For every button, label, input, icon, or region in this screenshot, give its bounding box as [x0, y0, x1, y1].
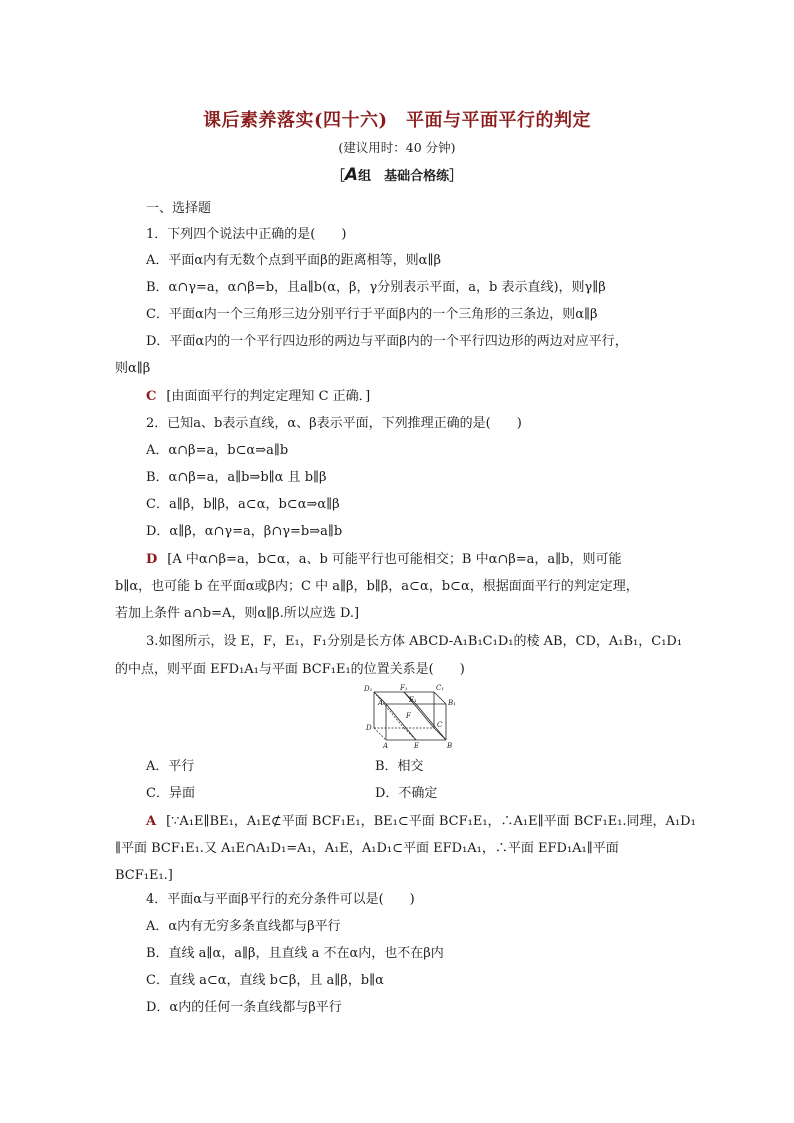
q3-answer-line3: BCF₁E₁.] — [115, 868, 173, 883]
q2-answer-line1 — [146, 551, 622, 569]
q1-option-b: B．α∩γ=a，α∩β=b，且a∥b(α，β，γ分别表示平面，a，b 表示直线)，则γ∥β — [146, 280, 606, 295]
q2-option-d: D．α∥β，α∩γ=a，β∩γ=b⇒a∥b — [146, 524, 343, 539]
q1-option-a: A．平面α内有无数个点到平面β的距离相等，则α∥β — [146, 253, 441, 268]
q3-answer-line1 — [146, 813, 696, 831]
q1-option-c: C．平面α内一个三角形三边分别平行于平面β内的一个三角形的三条边，则α∥β — [146, 307, 598, 322]
section-heading: 一、选择题 — [146, 201, 212, 216]
q3-option-c: C．异面 — [146, 786, 195, 801]
q3-answer-text-1: [∵A₁E∥BE₁，A₁E⊄平面 BCF₁E₁，BE₁⊂平面 BCF₁E₁，∴A₁E∥平面 BCF₁E₁.同理，A₁D₁ — [166, 814, 696, 829]
q4-option-c: C．直线 a⊂α，直线 b⊂β，且 a∥β，b∥α — [146, 973, 384, 988]
q2-answer-line3: 若加上条件 a∩b=A，则α∥β.所以应选 D.] — [115, 606, 360, 621]
q1-option-d-line2: 则α∥β — [115, 361, 151, 376]
label-A1: A₁ — [378, 699, 386, 707]
q3-option-d: D．不确定 — [375, 786, 438, 801]
q1-answer — [146, 388, 370, 406]
time-suggestion: (建议用时：40 分钟) — [338, 140, 456, 155]
q1-stem: 1．下列四个说法中正确的是( ) — [146, 227, 347, 242]
q4-stem: 4．平面α与平面β平行的充分条件可以是( ) — [146, 892, 415, 907]
label-F: F — [406, 712, 411, 720]
q2-option-a: A．α∩β=a，b⊂α⇒a∥b — [146, 443, 289, 458]
group-letter: A — [344, 165, 359, 185]
label-E: E — [414, 742, 420, 750]
label-D1: D₁ — [364, 685, 373, 693]
q3-stem-line1: 3.如图所示，设 E，F，E₁，F₁分别是长方体 ABCD-A₁B₁C₁D₁的棱 AB，CD，A₁B₁，C₁D₁ — [146, 634, 683, 649]
cuboid-figure — [362, 684, 466, 750]
q3-option-a: A．平行 — [146, 759, 195, 774]
page-title: 课后素养落实(四十六) 平面与平面平行的判定 — [202, 110, 592, 131]
q2-answer-letter: D — [146, 552, 158, 567]
group-heading — [0, 165, 794, 185]
label-C: C — [437, 721, 443, 729]
label-B: B — [447, 742, 453, 750]
q1-answer-letter: C — [146, 389, 157, 404]
q4-option-b: B．直线 a∥α，a∥β，且直线 a 不在α内，也不在β内 — [146, 946, 444, 961]
q2-option-c: C．a∥β，b∥β，a⊂α，b⊂α⇒α∥β — [146, 497, 340, 512]
q3-option-b: B．相交 — [375, 759, 424, 774]
label-C1: C₁ — [436, 684, 445, 692]
q4-option-a: A．α内有无穷多条直线都与β平行 — [146, 919, 341, 934]
q2-answer-text-1: [A 中α∩β=a，b⊂α，a、b 可能平行也可能相交；B 中α∩β=a，a∥b，则可能 — [167, 552, 622, 567]
q2-answer-line2: b∥α，也可能 b 在平面α或β内；C 中 a∥β，b∥β，a⊂α，b⊂α，根据面面平行的判定定理， — [115, 579, 639, 594]
label-E1: E₁ — [409, 696, 417, 704]
group-open-bracket: ［ — [331, 169, 345, 184]
q1-option-d-line1: D．平面α内的一个平行四边形的两边与平面β内的一个平行四边形的两边对应平行， — [146, 334, 628, 349]
label-D: D — [366, 724, 372, 732]
group-label: 组 基础合格练］ — [358, 169, 463, 184]
label-A: A — [383, 742, 389, 750]
q2-stem: 2．已知a、b表示直线，α、β表示平面，下列推理正确的是( ) — [146, 416, 522, 431]
q2-option-b: B．α∩β=a，a∥b⇒b∥α 且 b∥β — [146, 470, 327, 485]
q3-answer-letter: A — [146, 814, 157, 829]
label-F1: F₁ — [400, 684, 408, 692]
label-B1: B₁ — [448, 699, 456, 707]
q3-stem-line2: 的中点，则平面 EFD₁A₁与平面 BCF₁E₁的位置关系是( ) — [115, 662, 465, 677]
q3-answer-line2: ∥平面 BCF₁E₁.又 A₁E∩A₁D₁=A₁，A₁E，A₁D₁⊂平面 EFD₁A₁，∴平面 EFD₁A₁∥平面 — [115, 841, 619, 856]
q1-answer-text: [由面面平行的判定定理知 C 正确．] — [166, 389, 371, 404]
q4-option-d: D．α内的任何一条直线都与β平行 — [146, 1000, 342, 1015]
